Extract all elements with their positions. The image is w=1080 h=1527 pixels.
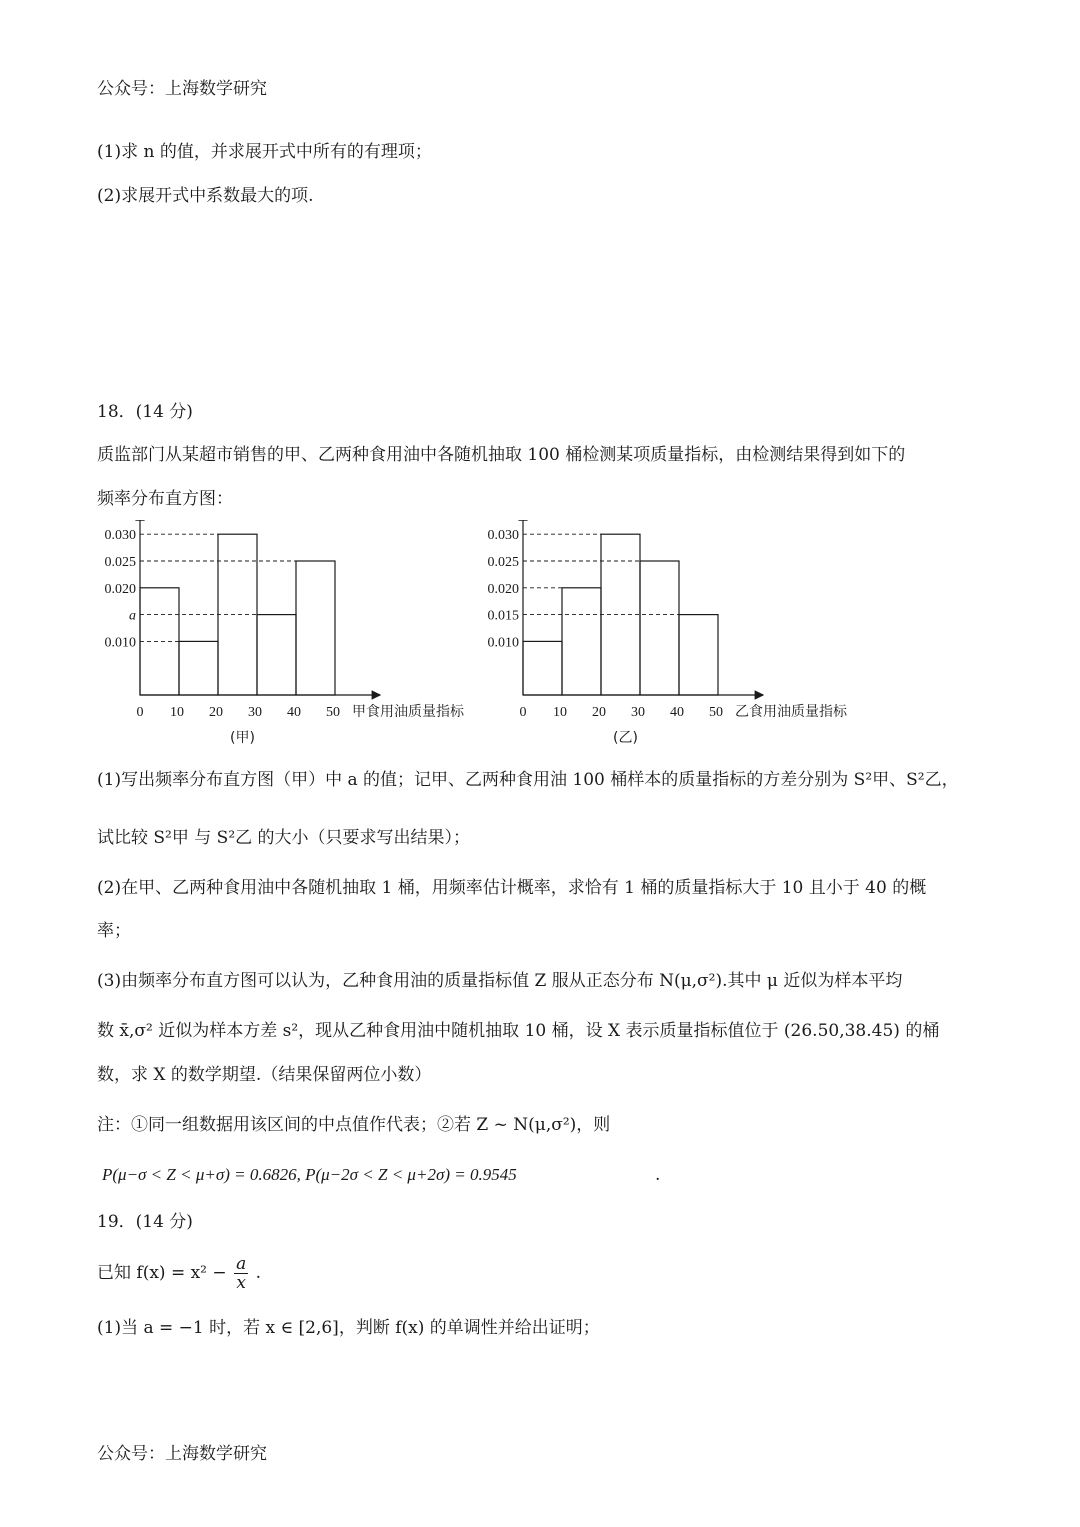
histogram-bar: [218, 534, 257, 695]
q19-fraction-numerator: a: [236, 1254, 247, 1274]
q18-note-line1: 注：①同一组数据用该区间的中点值作代表；②若 Z ~ N(μ,σ²)，则: [97, 1115, 611, 1135]
q18-part2-line2: 率；: [97, 921, 131, 941]
q18-part3-line1: (3)由频率分布直方图可以认为，乙种食用油的质量指标值 Z 服从正态分布 N(μ,σ²).其中 μ 近似为样本平均: [97, 971, 903, 991]
histogram-bar: [257, 615, 296, 695]
q18-note-dot: .: [655, 1165, 661, 1185]
y-tick-label: 0.010: [104, 635, 136, 651]
q19-fraction-denominator: x: [236, 1273, 246, 1293]
q19-def-prefix: 已知 f(x) = x² −: [97, 1263, 227, 1283]
y-tick-label: 0.015: [487, 608, 519, 624]
q18-part2-line1: (2)在甲、乙两种食用油中各随机抽取 1 桶，用频率估计概率，求恰有 1 桶的质量指标大于 10 且小于 40 的概: [97, 878, 927, 898]
x-tick-label: 40: [670, 705, 684, 720]
q18-part3-line2: 数 x̄,σ² 近似为样本方差 s²，现从乙种食用油中随机抽取 10 桶，设 X 表示质量指标值位于 (26.50,38.45) 的桶: [97, 1021, 940, 1041]
q19-heading: 19．(14 分): [97, 1212, 193, 1232]
x-tick-label: 10: [170, 705, 184, 720]
histogram-bar: [679, 615, 718, 695]
chart-caption: (甲): [230, 730, 255, 746]
y-tick-label: 0.010: [487, 635, 519, 651]
x-tick-label: 10: [553, 705, 567, 720]
q18-part3-line3: 数，求 X 的数学期望.（结果保留两位小数）: [97, 1065, 432, 1085]
y-tick-label: 0.030: [487, 528, 519, 544]
q18-part1-line2: 试比较 S²甲 与 S²乙 的大小（只要求写出结果）；: [97, 828, 471, 848]
x-tick-label: 50: [326, 705, 340, 720]
x-tick-label: 30: [248, 705, 262, 720]
histogram-bar: [640, 561, 679, 695]
x-axis-label: 甲食用油质量指标: [352, 704, 464, 720]
footer-source: 公众号：上海数学研究: [97, 1444, 267, 1464]
x-axis-label: 乙食用油质量指标: [735, 704, 847, 720]
histogram-bar: [179, 641, 218, 695]
histogram-bar: [296, 561, 335, 695]
x-tick-label: 40: [287, 705, 301, 720]
y-tick-label: 0.020: [487, 581, 519, 597]
histogram-bar: [601, 534, 640, 695]
q18-part1-line1: (1)写出频率分布直方图（甲）中 a 的值；记甲、乙两种食用油 100 桶样本的质量指标的方差分别为 S²甲、S²乙，: [97, 770, 959, 790]
q18-intro-line2: 频率分布直方图：: [97, 489, 233, 509]
chart-caption: (乙): [613, 730, 638, 746]
histogram-bar: [523, 641, 562, 695]
x-tick-label: 20: [592, 705, 606, 720]
q17-part1: (1)求 n 的值，并求展开式中所有的有理项；: [97, 142, 432, 162]
x-tick-label: 0: [136, 705, 144, 720]
q18-heading: 18．(14 分): [97, 402, 193, 422]
y-tick-label: 0.020: [104, 581, 136, 597]
y-tick-label: 0.025: [104, 555, 136, 570]
q18-intro-line1: 质监部门从某超市销售的甲、乙两种食用油中各随机抽取 100 桶检测某项质量指标，由检测结果得到如下的: [97, 445, 906, 465]
histogram-jia: [105, 520, 465, 746]
header-source: 公众号：上海数学研究: [97, 79, 267, 99]
q19-def-suffix: .: [255, 1263, 262, 1283]
q18-note-formula: P(μ−σ < Z < μ+σ) = 0.6826, P(μ−2σ < Z < μ+2σ) = 0.9545: [102, 1165, 517, 1184]
x-tick-label: 30: [631, 705, 645, 720]
histogram-bar: [140, 588, 179, 695]
q19-definition: [97, 1253, 261, 1293]
y-tick-label: 0.025: [487, 555, 519, 570]
q19-part1: (1)当 a = −1 时，若 x ∈ [2,6]，判断 f(x) 的单调性并给出证明；: [97, 1318, 600, 1338]
histogram-figure: [0, 520, 1080, 750]
histogram-bar: [562, 588, 601, 695]
q19-fraction: [234, 1255, 248, 1292]
y-tick-label: 0.030: [104, 528, 136, 544]
x-tick-label: 0: [519, 705, 527, 720]
histogram-yi: [488, 520, 848, 746]
y-tick-label: a: [129, 608, 136, 624]
x-tick-label: 20: [209, 705, 223, 720]
q17-part2: (2)求展开式中系数最大的项.: [97, 186, 314, 206]
x-tick-label: 50: [709, 705, 723, 720]
